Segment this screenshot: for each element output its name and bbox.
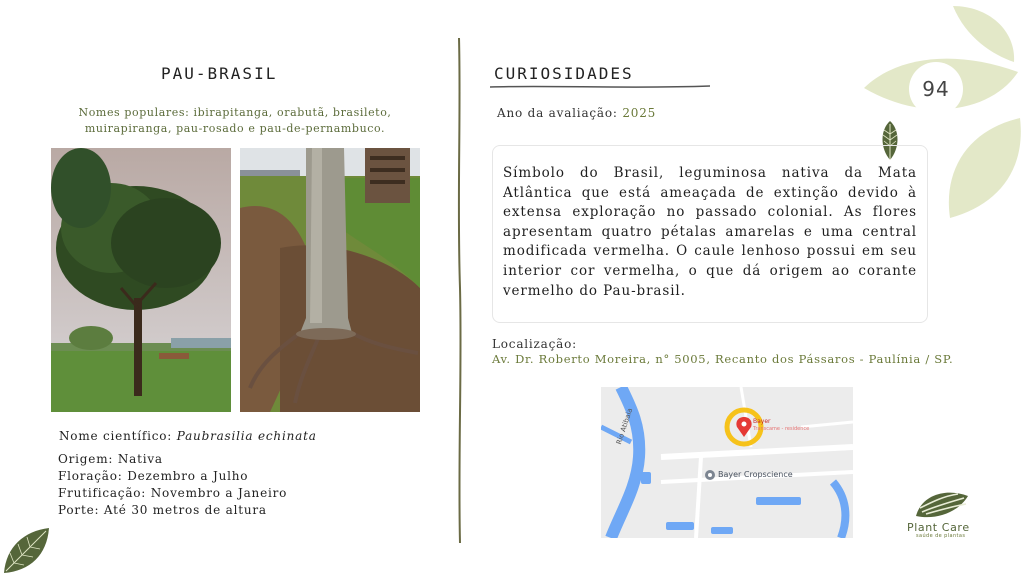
map-pin-label: Bayer xyxy=(753,418,771,425)
species-facts xyxy=(59,428,449,519)
plant-care-logo-name: Plant Care xyxy=(907,521,970,534)
location-map[interactable] xyxy=(601,387,853,538)
location-address: Av. Dr. Roberto Moreira, n° 5005, Recanto dos Pássaros - Paulínia / SP. xyxy=(492,352,954,366)
plant-care-logo-icon xyxy=(912,486,970,520)
evaluation-year xyxy=(497,106,656,120)
title-underline xyxy=(490,84,712,90)
species-title: PAU-BRASIL xyxy=(161,64,278,83)
origin-info: Origem: Nativa xyxy=(58,452,163,466)
year-label: Ano da avaliação: xyxy=(497,106,618,120)
year-value: 2025 xyxy=(622,106,657,120)
curiosities-title: CURIOSIDADES xyxy=(494,64,634,83)
flowering-info: Floração: Dezembro a Julho xyxy=(58,469,249,483)
fruiting-info: Frutificação: Novembro a Janeiro xyxy=(58,486,288,500)
popular-names-line-1: Nomes populares: ibirapitanga, orabutã, brasileto, xyxy=(78,106,392,119)
popular-names xyxy=(55,105,415,137)
trunk-photo xyxy=(240,148,420,412)
scientific-name-value: Paubrasilia echinata xyxy=(176,429,317,443)
popular-names-line-2: muirapiranga, pau-rosado e pau-de-pernambuco. xyxy=(84,122,386,135)
size-info: Porte: Até 30 metros de altura xyxy=(58,503,267,517)
map-pin-sublabel: Transcame - residence xyxy=(753,426,810,432)
location-label: Localização: xyxy=(492,337,577,351)
map-road-label: Rio Atibaia xyxy=(615,407,635,446)
scientific-name xyxy=(59,428,449,445)
column-divider xyxy=(455,38,465,543)
tree-photo xyxy=(51,148,231,412)
map-place-label: Bayer Cropscience xyxy=(718,470,793,479)
page-number: 94 xyxy=(922,77,950,101)
leaf-decoration-bottom-left xyxy=(0,525,52,576)
plant-care-logo-tagline: saúde de plantas xyxy=(916,533,966,539)
scientific-name-label: Nome científico: xyxy=(59,429,173,443)
curiosity-text: Símbolo do Brasil, leguminosa nativa da Mata Atlântica que está ameaçada de extinção devido à extensa exploração no passado colonial. As flores apresentam quatro pétalas amarelas e uma central modificada vermelha. O caule lenhoso possui em seu interior cor vermelha, o que dá origem ao corante vermelho do Pau-brasil. xyxy=(503,165,917,299)
